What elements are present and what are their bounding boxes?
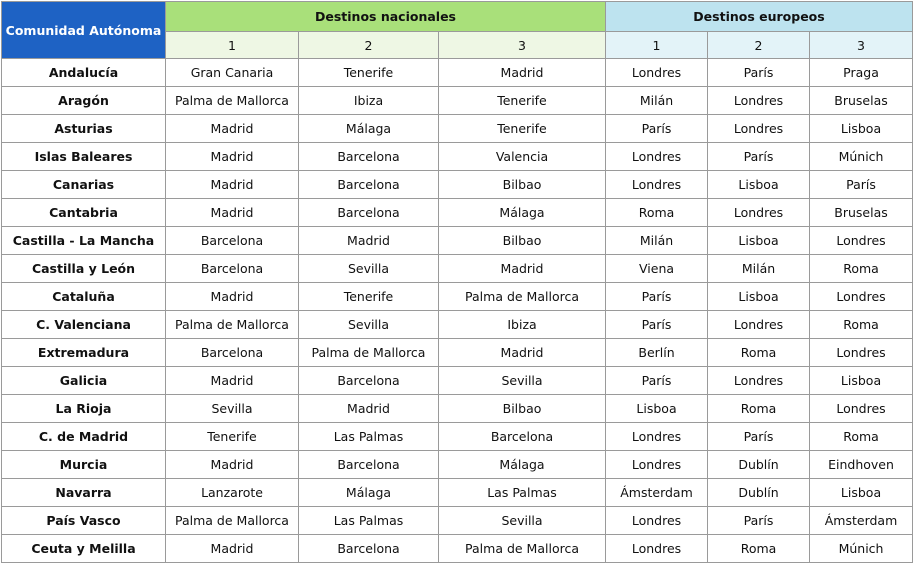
european-destination-cell: Lisboa bbox=[708, 227, 810, 255]
european-destination-cell: Londres bbox=[708, 367, 810, 395]
table-row bbox=[2, 367, 913, 395]
european-destination-cell: Roma bbox=[708, 535, 810, 563]
region-cell: Canarias bbox=[2, 171, 166, 199]
european-destination-cell: Londres bbox=[606, 535, 708, 563]
table-row bbox=[2, 227, 913, 255]
national-destination-cell: Palma de Mallorca bbox=[166, 311, 299, 339]
national-destination-cell: Málaga bbox=[299, 115, 439, 143]
table-row bbox=[2, 199, 913, 227]
region-cell: Extremadura bbox=[2, 339, 166, 367]
european-destination-cell: Lisboa bbox=[810, 115, 913, 143]
european-destination-cell: París bbox=[708, 423, 810, 451]
national-destination-cell: Madrid bbox=[439, 255, 606, 283]
national-destination-cell: Madrid bbox=[166, 283, 299, 311]
european-destination-cell: Ámsterdam bbox=[606, 479, 708, 507]
european-destination-cell: París bbox=[606, 311, 708, 339]
european-destination-cell: Londres bbox=[810, 227, 913, 255]
region-cell: La Rioja bbox=[2, 395, 166, 423]
european-destination-cell: París bbox=[810, 171, 913, 199]
european-destination-cell: Londres bbox=[708, 311, 810, 339]
national-rank-2-header: 2 bbox=[299, 32, 439, 59]
european-destination-cell: Londres bbox=[708, 199, 810, 227]
table-row bbox=[2, 479, 913, 507]
table-row bbox=[2, 171, 913, 199]
table-body bbox=[2, 59, 913, 563]
national-destination-cell: Madrid bbox=[166, 451, 299, 479]
national-destination-cell: Sevilla bbox=[166, 395, 299, 423]
header-row bbox=[2, 2, 913, 32]
european-destination-cell: Londres bbox=[606, 423, 708, 451]
national-destination-cell: Madrid bbox=[166, 367, 299, 395]
national-destination-cell: Palma de Mallorca bbox=[299, 339, 439, 367]
region-cell: Castilla y León bbox=[2, 255, 166, 283]
european-destinations-header: Destinos europeos bbox=[606, 2, 913, 32]
european-destination-cell: Bruselas bbox=[810, 199, 913, 227]
national-destination-cell: Málaga bbox=[439, 451, 606, 479]
national-destination-cell: Las Palmas bbox=[299, 507, 439, 535]
european-destination-cell: Londres bbox=[606, 143, 708, 171]
national-destination-cell: Madrid bbox=[166, 199, 299, 227]
european-destination-cell: Eindhoven bbox=[810, 451, 913, 479]
european-destination-cell: Viena bbox=[606, 255, 708, 283]
european-destination-cell: Berlín bbox=[606, 339, 708, 367]
table-row bbox=[2, 535, 913, 563]
table-row bbox=[2, 143, 913, 171]
european-destination-cell: Dublín bbox=[708, 479, 810, 507]
european-destination-cell: Lisboa bbox=[708, 171, 810, 199]
national-destination-cell: Palma de Mallorca bbox=[166, 507, 299, 535]
european-destination-cell: Londres bbox=[606, 507, 708, 535]
national-destination-cell: Las Palmas bbox=[439, 479, 606, 507]
table-row bbox=[2, 339, 913, 367]
national-destination-cell: Sevilla bbox=[299, 311, 439, 339]
european-destination-cell: Roma bbox=[708, 339, 810, 367]
national-destination-cell: Sevilla bbox=[299, 255, 439, 283]
national-destination-cell: Tenerife bbox=[166, 423, 299, 451]
european-destination-cell: Praga bbox=[810, 59, 913, 87]
region-cell: Castilla - La Mancha bbox=[2, 227, 166, 255]
european-destination-cell: Roma bbox=[810, 423, 913, 451]
region-cell: Navarra bbox=[2, 479, 166, 507]
european-destination-cell: París bbox=[708, 143, 810, 171]
table-row bbox=[2, 87, 913, 115]
european-destination-cell: Londres bbox=[606, 451, 708, 479]
national-destination-cell: Tenerife bbox=[439, 87, 606, 115]
national-destination-cell: Tenerife bbox=[299, 59, 439, 87]
european-destination-cell: Milán bbox=[606, 227, 708, 255]
european-destination-cell: París bbox=[708, 59, 810, 87]
table-row bbox=[2, 115, 913, 143]
national-destination-cell: Bilbao bbox=[439, 227, 606, 255]
national-destinations-header: Destinos nacionales bbox=[166, 2, 606, 32]
national-destination-cell: Gran Canaria bbox=[166, 59, 299, 87]
table-row bbox=[2, 451, 913, 479]
european-destination-cell: Bruselas bbox=[810, 87, 913, 115]
region-cell: Murcia bbox=[2, 451, 166, 479]
national-destination-cell: Madrid bbox=[166, 143, 299, 171]
region-cell: Aragón bbox=[2, 87, 166, 115]
national-destination-cell: Palma de Mallorca bbox=[166, 87, 299, 115]
region-cell: C. Valenciana bbox=[2, 311, 166, 339]
table-row bbox=[2, 59, 913, 87]
european-destination-cell: Londres bbox=[810, 283, 913, 311]
european-destination-cell: París bbox=[606, 115, 708, 143]
national-destination-cell: Sevilla bbox=[439, 367, 606, 395]
national-rank-1-header: 1 bbox=[166, 32, 299, 59]
national-destination-cell: Palma de Mallorca bbox=[439, 535, 606, 563]
region-cell: Cataluña bbox=[2, 283, 166, 311]
european-destination-cell: Londres bbox=[606, 171, 708, 199]
national-destination-cell: Ibiza bbox=[439, 311, 606, 339]
national-destination-cell: Tenerife bbox=[439, 115, 606, 143]
national-destination-cell: Málaga bbox=[299, 479, 439, 507]
region-cell: Ceuta y Melilla bbox=[2, 535, 166, 563]
national-destination-cell: Barcelona bbox=[299, 143, 439, 171]
region-cell: Andalucía bbox=[2, 59, 166, 87]
european-destination-cell: París bbox=[606, 367, 708, 395]
national-destination-cell: Madrid bbox=[439, 59, 606, 87]
national-destination-cell: Madrid bbox=[439, 339, 606, 367]
national-destination-cell: Málaga bbox=[439, 199, 606, 227]
region-cell: Islas Baleares bbox=[2, 143, 166, 171]
national-destination-cell: Barcelona bbox=[299, 535, 439, 563]
national-destination-cell: Madrid bbox=[166, 535, 299, 563]
region-cell: Galicia bbox=[2, 367, 166, 395]
national-destination-cell: Sevilla bbox=[439, 507, 606, 535]
table-row bbox=[2, 395, 913, 423]
national-destination-cell: Barcelona bbox=[299, 171, 439, 199]
national-destination-cell: Barcelona bbox=[439, 423, 606, 451]
national-destination-cell: Barcelona bbox=[299, 367, 439, 395]
table-row bbox=[2, 283, 913, 311]
european-destination-cell: Roma bbox=[810, 255, 913, 283]
national-destination-cell: Madrid bbox=[166, 115, 299, 143]
national-destination-cell: Barcelona bbox=[166, 339, 299, 367]
european-destination-cell: Milán bbox=[708, 255, 810, 283]
table-row bbox=[2, 255, 913, 283]
european-destination-cell: Londres bbox=[810, 395, 913, 423]
national-destination-cell: Barcelona bbox=[166, 227, 299, 255]
region-column-header: Comunidad Autónoma bbox=[2, 2, 166, 59]
european-destination-cell: Roma bbox=[708, 395, 810, 423]
european-destination-cell: Múnich bbox=[810, 143, 913, 171]
european-destination-cell: Milán bbox=[606, 87, 708, 115]
table-row bbox=[2, 507, 913, 535]
region-cell: Asturias bbox=[2, 115, 166, 143]
european-destination-cell: Londres bbox=[606, 59, 708, 87]
european-destination-cell: Roma bbox=[810, 311, 913, 339]
national-destination-cell: Madrid bbox=[299, 227, 439, 255]
national-destination-cell: Palma de Mallorca bbox=[439, 283, 606, 311]
national-destination-cell: Madrid bbox=[299, 395, 439, 423]
national-destination-cell: Lanzarote bbox=[166, 479, 299, 507]
european-destination-cell: Londres bbox=[810, 339, 913, 367]
national-destination-cell: Barcelona bbox=[166, 255, 299, 283]
european-destination-cell: Londres bbox=[708, 87, 810, 115]
region-cell: C. de Madrid bbox=[2, 423, 166, 451]
european-rank-2-header: 2 bbox=[708, 32, 810, 59]
region-cell: País Vasco bbox=[2, 507, 166, 535]
national-destination-cell: Ibiza bbox=[299, 87, 439, 115]
national-destination-cell: Las Palmas bbox=[299, 423, 439, 451]
national-destination-cell: Bilbao bbox=[439, 395, 606, 423]
european-destination-cell: Lisboa bbox=[708, 283, 810, 311]
national-destination-cell: Barcelona bbox=[299, 451, 439, 479]
european-destination-cell: París bbox=[708, 507, 810, 535]
european-rank-3-header: 3 bbox=[810, 32, 913, 59]
table-row bbox=[2, 423, 913, 451]
national-destination-cell: Valencia bbox=[439, 143, 606, 171]
european-destination-cell: Lisboa bbox=[810, 479, 913, 507]
european-destination-cell: Dublín bbox=[708, 451, 810, 479]
european-destination-cell: Ámsterdam bbox=[810, 507, 913, 535]
table-row bbox=[2, 311, 913, 339]
national-destination-cell: Madrid bbox=[166, 171, 299, 199]
european-destination-cell: Londres bbox=[708, 115, 810, 143]
national-destination-cell: Bilbao bbox=[439, 171, 606, 199]
european-destination-cell: París bbox=[606, 283, 708, 311]
destinations-table bbox=[1, 1, 913, 563]
european-rank-1-header: 1 bbox=[606, 32, 708, 59]
european-destination-cell: Múnich bbox=[810, 535, 913, 563]
national-destination-cell: Barcelona bbox=[299, 199, 439, 227]
european-destination-cell: Lisboa bbox=[606, 395, 708, 423]
european-destination-cell: Roma bbox=[606, 199, 708, 227]
national-rank-3-header: 3 bbox=[439, 32, 606, 59]
national-destination-cell: Tenerife bbox=[299, 283, 439, 311]
european-destination-cell: Lisboa bbox=[810, 367, 913, 395]
region-cell: Cantabria bbox=[2, 199, 166, 227]
